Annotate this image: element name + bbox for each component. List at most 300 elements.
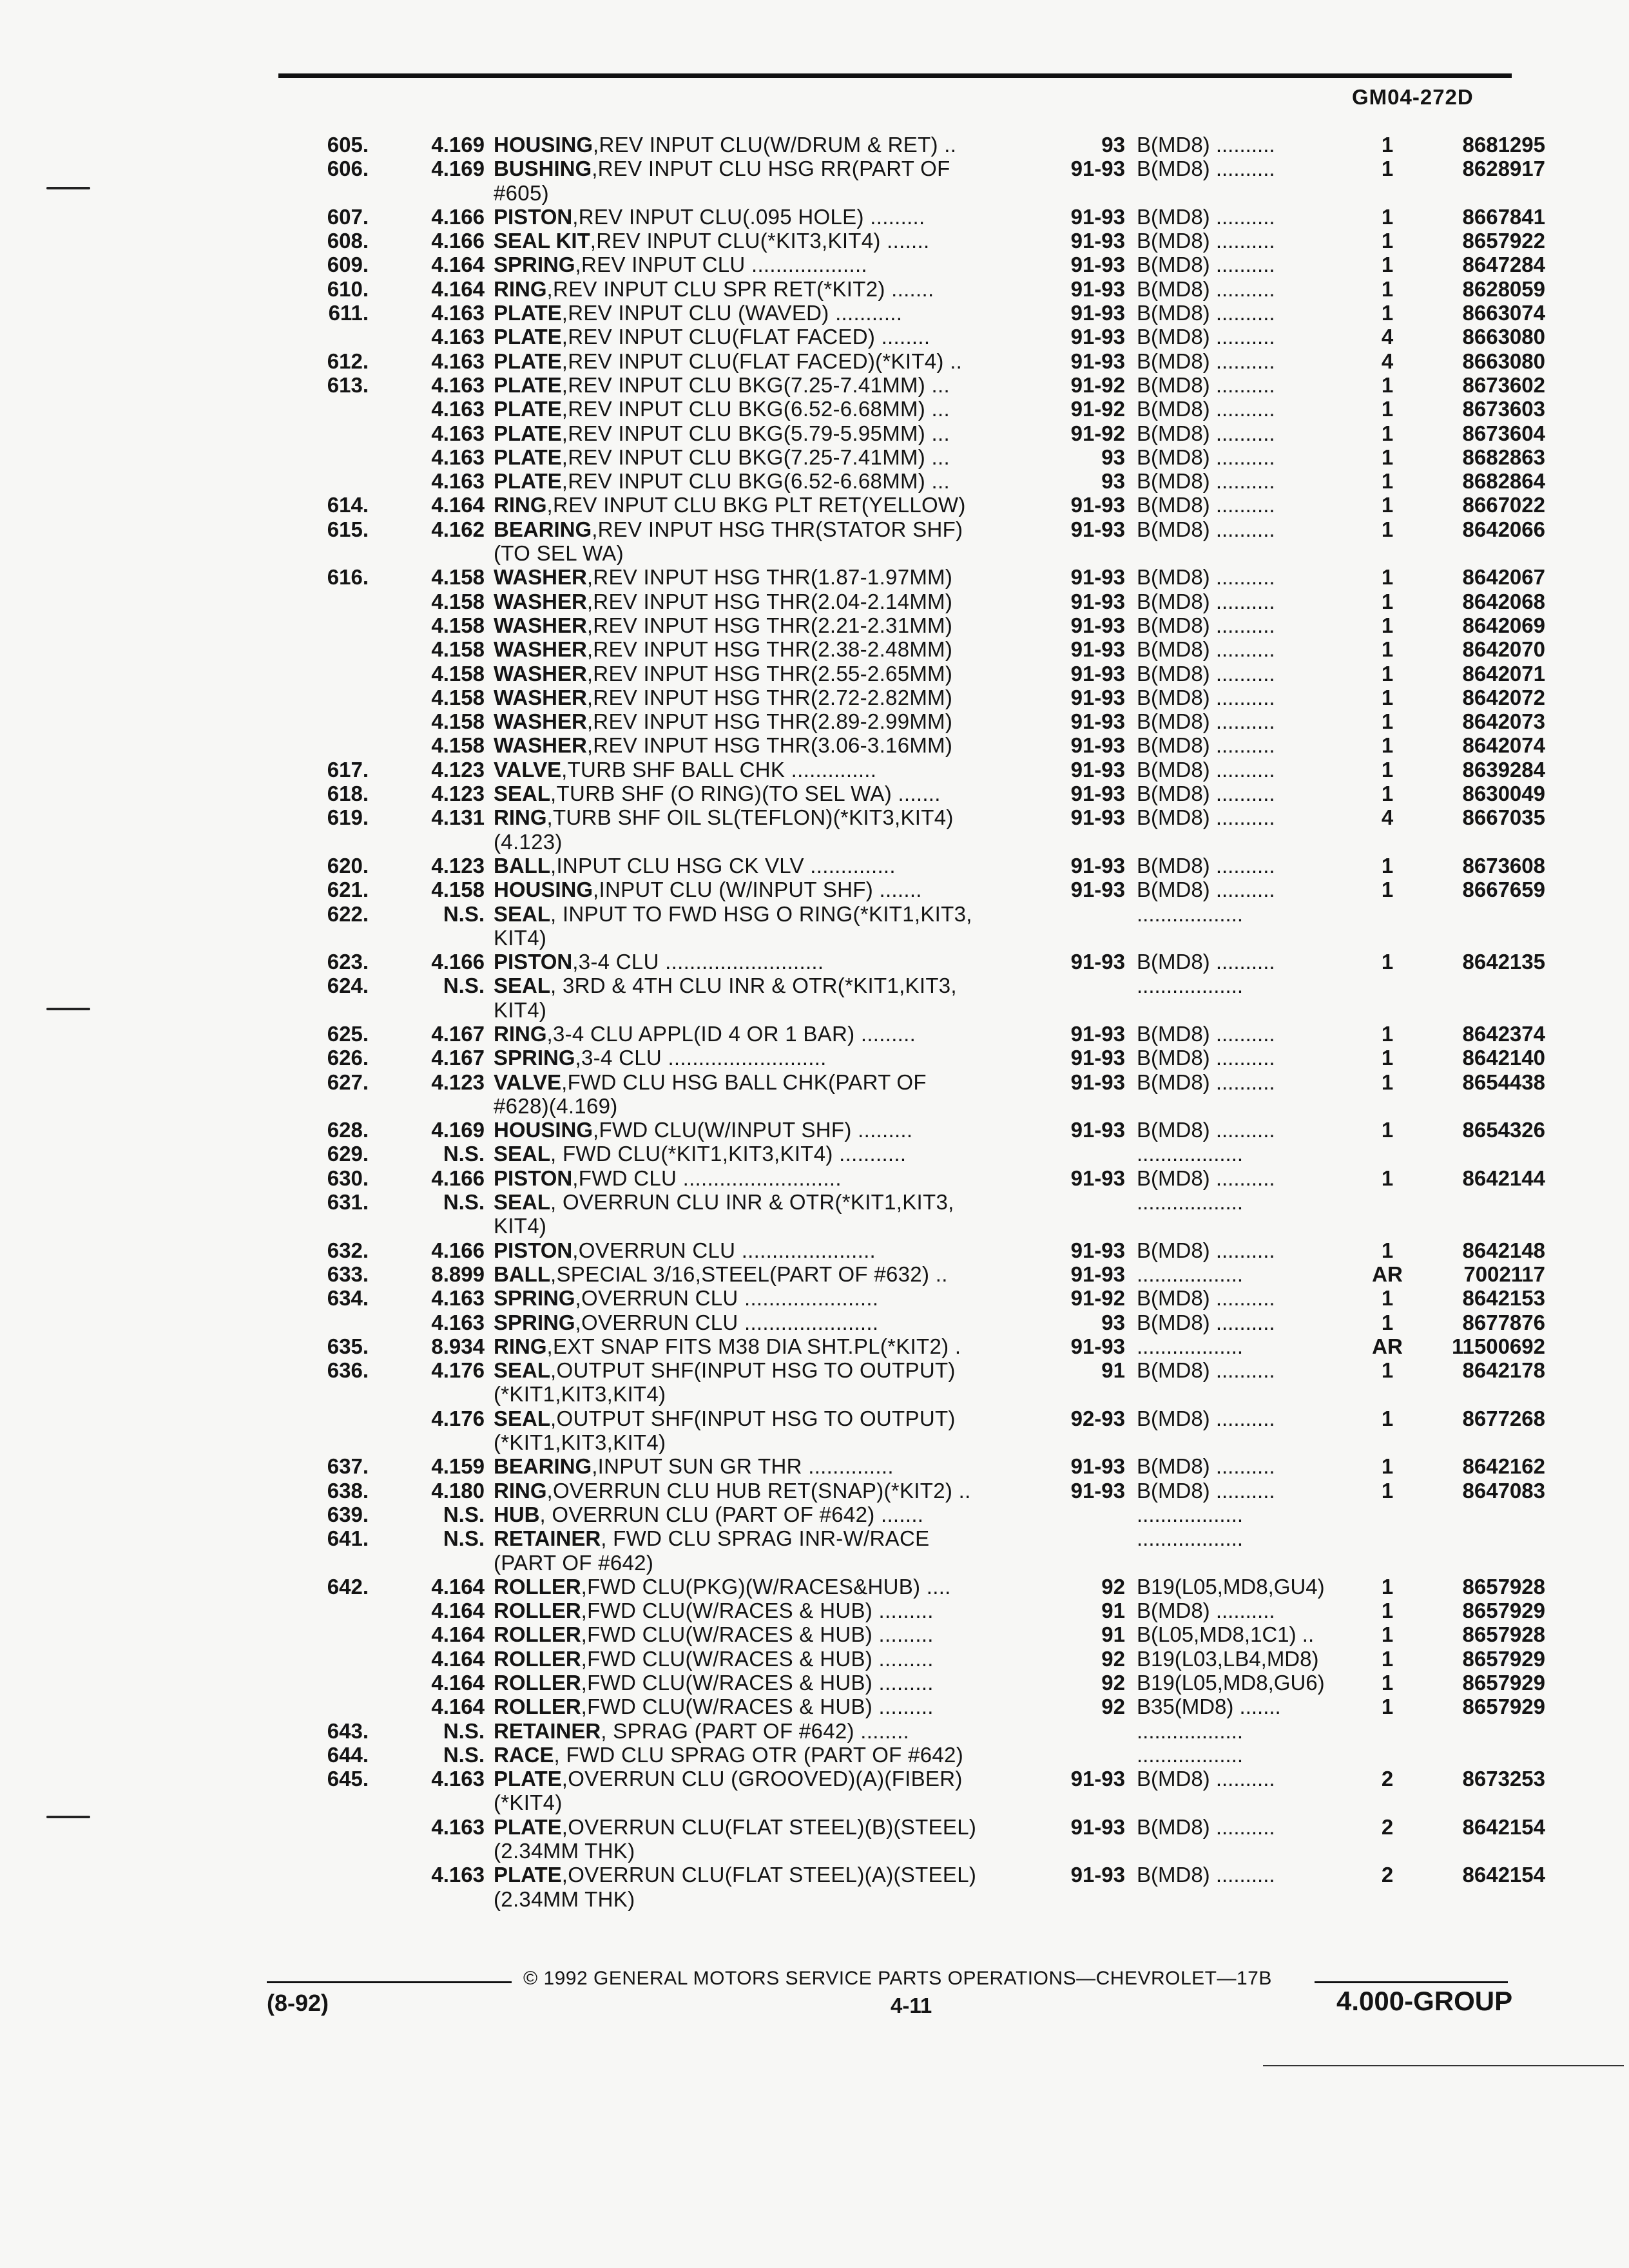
part-row: [309, 397, 1545, 421]
model-code: B(MD8): [1137, 661, 1210, 686]
quantity: [1365, 1887, 1410, 1911]
part-row: [309, 974, 1537, 997]
description: [494, 325, 1034, 349]
model-years: 92: [1101, 1646, 1125, 1671]
part-name: WASHER: [494, 709, 587, 734]
leader-dots: .......: [885, 276, 934, 301]
description: [494, 1238, 1034, 1262]
part-description: ,REV INPUT CLU(W/DRUM & RET): [593, 133, 938, 157]
part-number: 8657928: [1462, 1574, 1545, 1599]
part-row: [309, 1430, 1537, 1454]
part-number: 8642153: [1462, 1286, 1545, 1311]
group-number: N.S.: [443, 1526, 485, 1551]
model-code-cell: [1137, 758, 1365, 782]
ref-number: 619.: [327, 805, 369, 830]
model-code: B(L05,MD8,1C1): [1137, 1622, 1296, 1647]
group-number: 4.164: [431, 276, 485, 301]
model-years: 91-92: [1070, 1286, 1125, 1311]
part-description: ,REV INPUT CLU HSG RR(PART OF: [592, 157, 950, 181]
group-number: 4.159: [431, 1454, 485, 1479]
model-years: [1034, 974, 1125, 997]
part-row: [309, 229, 1545, 253]
model-code-cell: [1137, 1863, 1365, 1887]
ref-number: [309, 613, 369, 637]
part-name: WASHER: [494, 565, 587, 590]
part-row: [309, 733, 1545, 758]
ref-number: 605.: [327, 133, 369, 157]
part-number: 11500692: [1451, 1334, 1545, 1358]
model-code: B(MD8): [1137, 1070, 1210, 1094]
ref-number: 609.: [327, 253, 369, 277]
part-name: PLATE: [494, 1863, 562, 1887]
description: [494, 1479, 1034, 1503]
description: [494, 133, 1034, 157]
model-code: B(MD8): [1137, 276, 1210, 301]
model-code-cell: [1137, 662, 1365, 686]
part-name: PLATE: [494, 1767, 562, 1791]
leader-dots: ...................: [745, 253, 867, 277]
ref-number: [309, 998, 369, 1022]
leader-dots: ......................: [738, 1310, 879, 1334]
model-years: 91-93: [1070, 878, 1125, 902]
model-years: [1034, 1719, 1125, 1743]
quantity: 4: [1381, 805, 1394, 830]
part-description: ,FWD CLU(W/INPUT SHF): [593, 1118, 852, 1142]
description: [494, 1070, 1034, 1094]
part-row: [309, 1478, 1545, 1503]
quantity: [1365, 1094, 1410, 1118]
description: [494, 709, 1034, 733]
footer-rule: [1315, 1981, 1508, 1983]
leader-dots: ..........: [1210, 397, 1275, 421]
part-name: PLATE: [494, 349, 562, 373]
ref-number: 638.: [327, 1478, 369, 1503]
quantity: 1: [1381, 1046, 1394, 1070]
leader-dots: ..........: [1210, 325, 1275, 349]
model-years: 93: [1101, 1310, 1125, 1334]
ref-number: [309, 1382, 369, 1406]
ref-number: [309, 1599, 369, 1622]
part-name: BEARING: [494, 1454, 592, 1479]
group-number: [369, 1430, 485, 1454]
part-name: RETAINER: [494, 1526, 601, 1551]
model-years: 91-93: [1070, 517, 1125, 541]
ref-number: [309, 1647, 369, 1671]
part-name: ROLLER: [494, 1695, 581, 1719]
group-number: N.S.: [443, 974, 485, 998]
description: [494, 1719, 1034, 1743]
group-number: 4.166: [431, 1238, 485, 1262]
part-number: 8673253: [1462, 1767, 1545, 1791]
part-name: HOUSING: [494, 1118, 593, 1142]
part-number: 8642162: [1462, 1454, 1545, 1479]
group-number: 4.163: [431, 445, 485, 469]
leader-dots: ..........: [1210, 493, 1275, 517]
model-code: B(MD8): [1137, 1021, 1210, 1046]
group-number: 8.934: [431, 1334, 485, 1358]
group-number: 4.169: [431, 1118, 485, 1142]
part-description: #605): [494, 180, 549, 205]
part-number: 8657929: [1462, 1695, 1545, 1719]
group-number: [369, 1887, 485, 1911]
model-code: B(MD8): [1137, 1814, 1210, 1839]
model-code-cell: [1137, 926, 1365, 950]
ref-number: [309, 1311, 369, 1334]
ref-number: [309, 926, 369, 950]
part-row: [309, 1166, 1545, 1190]
group-number: 4.164: [431, 1695, 485, 1719]
model-years: [1034, 1430, 1125, 1454]
description: [494, 782, 1034, 805]
part-number: 8677876: [1462, 1310, 1545, 1334]
description: [494, 758, 1034, 782]
leader-dots: ..................: [1137, 1190, 1244, 1215]
leader-dots: ..........: [1210, 1863, 1275, 1887]
part-number: 8677268: [1462, 1406, 1545, 1430]
group-number: 4.163: [431, 421, 485, 445]
part-number: [1410, 1142, 1545, 1166]
description: [494, 1358, 1034, 1382]
model-code-cell: [1137, 1695, 1365, 1718]
leader-dots: ..........: [1210, 157, 1275, 181]
quantity: 1: [1381, 301, 1394, 325]
model-code-cell: [1137, 1070, 1365, 1094]
description: [494, 349, 1034, 373]
part-number: [1410, 902, 1545, 926]
model-years: 91-93: [1070, 950, 1125, 974]
ref-number: [309, 662, 369, 686]
part-number: 8673602: [1462, 372, 1545, 397]
group-number: 4.167: [431, 1046, 485, 1070]
group-number: [369, 1791, 485, 1814]
model-years: [1034, 1503, 1125, 1526]
quantity: 1: [1381, 469, 1394, 494]
leader-dots: ..........: [1210, 805, 1275, 830]
model-years: 91-93: [1070, 733, 1125, 758]
quantity: 1: [1381, 1310, 1394, 1334]
model-code-cell: [1137, 1094, 1365, 1118]
model-code-cell: [1137, 541, 1365, 565]
part-row: [309, 349, 1545, 373]
quantity: 1: [1381, 421, 1394, 445]
model-code-cell: [1137, 1118, 1365, 1142]
ref-number: 641.: [327, 1526, 369, 1551]
ref-number: 627.: [327, 1070, 369, 1094]
group-number: N.S.: [443, 1142, 485, 1166]
description: [494, 1503, 1034, 1526]
description: [494, 1430, 1034, 1454]
model-years: 91-93: [1070, 253, 1125, 277]
group-label: 4.000-GROUP: [1336, 1986, 1513, 2016]
part-number: [1410, 1887, 1545, 1911]
leader-dots: ..........: [1210, 301, 1275, 325]
part-description: ,REV INPUT HSG THR(2.72-2.82MM): [586, 685, 953, 709]
model-code-cell: [1137, 397, 1365, 421]
model-years: [1034, 1743, 1125, 1767]
part-description: ,SPECIAL 3/16,STEEL(PART OF #632): [550, 1262, 930, 1286]
quantity: [1365, 1526, 1410, 1550]
part-number: 8642144: [1462, 1166, 1545, 1190]
group-number: 4.166: [431, 950, 485, 974]
ref-number: 618.: [327, 782, 369, 806]
part-description: (*KIT1,KIT3,KIT4): [494, 1382, 666, 1407]
model-years: [1034, 1839, 1125, 1863]
leader-dots: ..............: [804, 853, 896, 878]
part-description: ,EXT SNAP FITS M38 DIA SHT.PL(*KIT2): [546, 1334, 949, 1358]
part-description: ,REV INPUT HSG THR(2.89-2.99MM): [586, 709, 953, 734]
part-description: ,REV INPUT CLU BKG(6.52-6.68MM): [561, 469, 926, 494]
part-description: ,REV INPUT HSG THR(3.06-3.16MM): [586, 733, 953, 758]
quantity: 1: [1381, 1358, 1394, 1383]
part-description: ,REV INPUT HSG THR(2.04-2.14MM): [586, 589, 953, 613]
model-code-cell: [1137, 1142, 1365, 1166]
part-row: [309, 253, 1545, 277]
model-code-cell: [1137, 1479, 1365, 1503]
part-description: ,REV INPUT HSG THR(1.87-1.97MM): [586, 565, 953, 590]
leader-dots: ........: [854, 1718, 910, 1743]
group-number: 4.163: [431, 1814, 485, 1839]
model-years: 93: [1101, 445, 1125, 469]
part-row: [309, 709, 1545, 734]
part-number: 8628917: [1462, 157, 1545, 181]
description: [494, 229, 1034, 253]
description: [494, 1863, 1034, 1887]
ref-number: 621.: [327, 878, 369, 902]
description: [494, 590, 1034, 613]
leader-dots: ..........: [1210, 589, 1275, 613]
part-description: ,REV INPUT CLU (WAVED): [561, 301, 829, 325]
margin-mark: [46, 1008, 90, 1010]
part-row: [309, 1599, 1545, 1623]
part-number: 8667035: [1462, 805, 1545, 830]
model-code: B(MD8): [1137, 878, 1210, 902]
part-description: ,TURB SHF (O RING)(TO SEL WA): [550, 782, 892, 806]
group-number: 4.123: [431, 782, 485, 806]
quantity: 4: [1381, 349, 1394, 373]
quantity: 1: [1381, 1406, 1394, 1430]
description: [494, 1262, 1034, 1286]
group-number: 4.176: [431, 1406, 485, 1430]
model-years: 91-93: [1070, 1863, 1125, 1887]
part-description: #628)(4.169): [494, 1093, 618, 1118]
model-code-cell: [1137, 854, 1365, 878]
description: [494, 445, 1034, 469]
model-code: B(MD8): [1137, 1863, 1210, 1887]
leader-dots: ..........: [1210, 1166, 1275, 1190]
leader-dots: .........: [851, 1118, 913, 1142]
ref-number: 632.: [327, 1238, 369, 1262]
part-description: KIT4): [494, 1214, 547, 1238]
model-years: [1034, 1190, 1125, 1214]
part-row: [309, 1719, 1537, 1743]
part-description: (2.34MM THK): [494, 1887, 635, 1911]
model-years: [1034, 1526, 1125, 1550]
part-row: [309, 853, 1545, 878]
group-number: 4.163: [431, 469, 485, 494]
model-code-cell: [1137, 1767, 1365, 1791]
quantity: [1365, 1430, 1410, 1454]
part-name: RING: [494, 1478, 547, 1503]
part-description: ,OVERRUN CLU HUB RET(SNAP)(*KIT2): [546, 1478, 953, 1503]
group-number: 4.180: [431, 1478, 485, 1503]
ref-number: 643.: [327, 1718, 369, 1743]
part-row: [309, 1503, 1537, 1526]
quantity: [1365, 1719, 1410, 1743]
ref-number: [309, 469, 369, 493]
leader-dots: ..........: [1210, 1406, 1275, 1430]
part-row: [309, 1646, 1545, 1671]
model-code-cell: [1137, 950, 1365, 974]
model-years: [1034, 1887, 1125, 1911]
model-years: 91-93: [1070, 1021, 1125, 1046]
model-code-cell: [1137, 157, 1365, 180]
model-years: [1034, 902, 1125, 926]
group-number: 4.163: [431, 397, 485, 421]
part-number: [1410, 830, 1545, 854]
leader-dots: ..................: [1137, 1502, 1244, 1526]
model-code-cell: [1137, 1575, 1365, 1599]
description: [494, 469, 1034, 493]
part-row: [309, 541, 1537, 565]
model-years: 91-93: [1070, 325, 1125, 349]
part-description: , FWD CLU SPRAG INR-W/RACE: [601, 1526, 930, 1551]
quantity: 2: [1381, 1863, 1394, 1887]
quantity: 1: [1381, 1599, 1394, 1623]
leader-dots: ..........: [1210, 349, 1275, 373]
description: [494, 974, 1034, 997]
description: [494, 565, 1034, 589]
part-row: [309, 421, 1545, 445]
model-years: 91-93: [1070, 1070, 1125, 1094]
leader-dots: ..........: [1210, 1286, 1275, 1311]
group-number: 4.164: [431, 1574, 485, 1599]
description: [494, 1094, 1034, 1118]
part-name: PLATE: [494, 301, 562, 325]
group-number: N.S.: [443, 1742, 485, 1767]
part-number: 8642073: [1462, 709, 1545, 734]
model-code: B(MD8): [1137, 372, 1210, 397]
part-number: [1410, 1791, 1545, 1814]
part-row: [309, 830, 1537, 854]
description: [494, 1046, 1034, 1070]
part-name: ROLLER: [494, 1671, 581, 1695]
date-code: (8-92): [267, 1990, 329, 2016]
ref-number: 636.: [327, 1358, 369, 1383]
part-name: SEAL: [494, 1406, 551, 1430]
description: [494, 1575, 1034, 1599]
part-description: ,FWD CLU(W/RACES & HUB): [581, 1599, 873, 1623]
ref-number: 625.: [327, 1021, 369, 1046]
bottom-rule: [1263, 2065, 1624, 2066]
ref-number: [309, 1863, 369, 1887]
description: [494, 830, 1034, 854]
model-code-cell: [1137, 373, 1365, 397]
part-number: [1410, 1839, 1545, 1863]
description: [494, 902, 1034, 926]
ref-number: [309, 1671, 369, 1695]
part-number: 8642140: [1462, 1046, 1545, 1070]
part-name: HOUSING: [494, 133, 593, 157]
part-number: 8642068: [1462, 589, 1545, 613]
model-years: 91-92: [1070, 372, 1125, 397]
description: [494, 493, 1034, 517]
page-number: 4-11: [891, 1994, 932, 2017]
part-number: 8682863: [1462, 445, 1545, 469]
part-description: , INPUT TO FWD HSG O RING(*KIT1,KIT3,: [550, 901, 972, 926]
quantity: [1365, 1190, 1410, 1214]
description: [494, 157, 1034, 180]
group-number: 4.164: [431, 1671, 485, 1695]
model-years: 91-93: [1070, 1238, 1125, 1262]
leader-dots: ...........: [829, 301, 903, 325]
part-name: WASHER: [494, 733, 587, 758]
model-code-cell: [1137, 709, 1365, 733]
part-number: 7002117: [1463, 1262, 1545, 1286]
leader-dots: .........: [872, 1671, 934, 1695]
quantity: [1365, 1503, 1410, 1526]
part-row: [309, 1863, 1545, 1887]
part-row: [309, 493, 1545, 517]
quantity: 1: [1381, 1622, 1394, 1647]
model-years: 91-93: [1070, 613, 1125, 637]
model-code-cell: [1137, 1286, 1365, 1310]
model-code: B(MD8): [1137, 685, 1210, 709]
leader-dots: .........: [872, 1599, 934, 1623]
group-number: 4.164: [431, 493, 485, 517]
part-row: [309, 204, 1545, 229]
model-code: B(MD8): [1137, 1478, 1210, 1503]
model-code-cell: [1137, 1046, 1365, 1070]
part-name: HUB: [494, 1502, 540, 1526]
description: [494, 1166, 1034, 1190]
description: [494, 1695, 1034, 1718]
model-years: 91-93: [1070, 1454, 1125, 1479]
group-number: 4.123: [431, 757, 485, 782]
part-name: PLATE: [494, 445, 562, 469]
part-number: 8647083: [1462, 1478, 1545, 1503]
model-code: B(MD8): [1137, 565, 1210, 590]
leader-dots: ...: [925, 445, 950, 469]
model-code: B(MD8): [1137, 517, 1210, 541]
model-years: 91-93: [1070, 1166, 1125, 1190]
part-description: ,INPUT CLU HSG CK VLV: [550, 853, 804, 878]
model-code: B(MD8): [1137, 493, 1210, 517]
group-number: 4.166: [431, 204, 485, 229]
quantity: 1: [1381, 493, 1394, 517]
ref-number: 634.: [327, 1286, 369, 1311]
part-row: [309, 950, 1545, 974]
part-row: [309, 1021, 1545, 1046]
model-code-cell: [1137, 253, 1365, 276]
model-code: B35(MD8): [1137, 1695, 1234, 1719]
model-years: 93: [1101, 133, 1125, 157]
part-number: 8642071: [1462, 661, 1545, 686]
model-years: 91-93: [1070, 349, 1125, 373]
description: [494, 1743, 1034, 1767]
description: [494, 421, 1034, 445]
margin-mark: [46, 1816, 90, 1818]
part-description: ,INPUT CLU (W/INPUT SHF): [593, 878, 874, 902]
leader-dots: ..........................: [661, 1046, 827, 1070]
part-number: 8657922: [1462, 229, 1545, 253]
part-row: [309, 637, 1545, 662]
part-name: WASHER: [494, 685, 587, 709]
part-number: 8642135: [1462, 950, 1545, 974]
part-description: ,REV INPUT CLU SPR RET(*KIT2): [546, 276, 885, 301]
model-code: B(MD8): [1137, 1454, 1210, 1479]
leader-dots: .......: [1233, 1695, 1281, 1719]
ref-number: 610.: [327, 276, 369, 301]
